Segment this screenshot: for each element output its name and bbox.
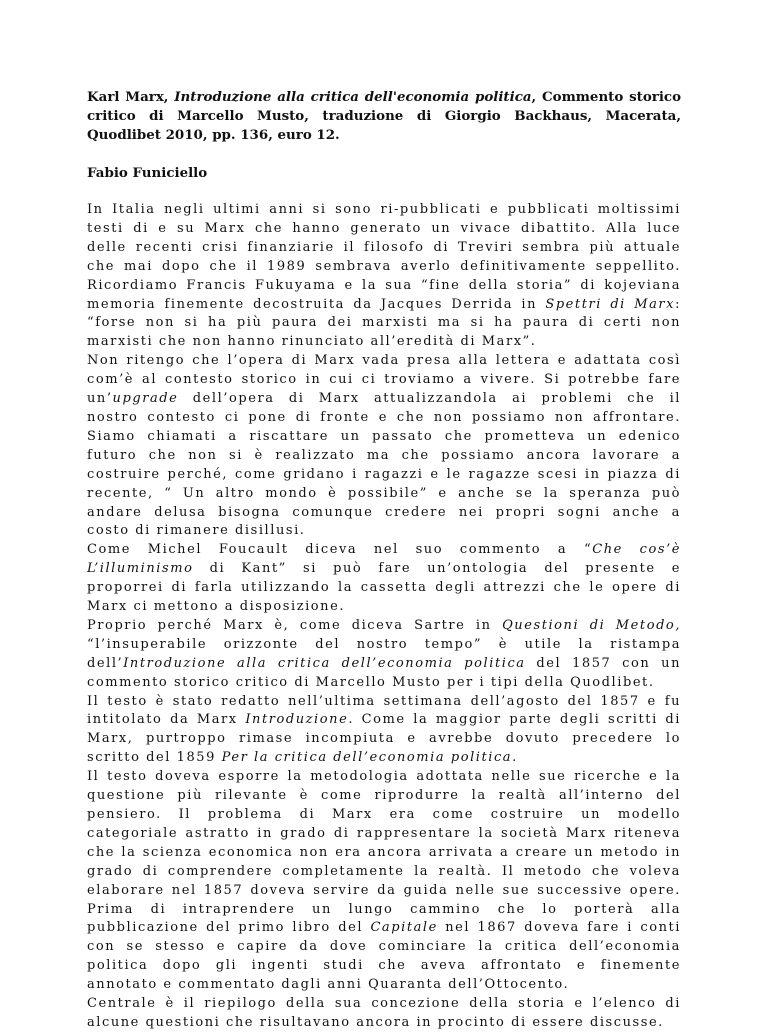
citation-author: Karl Marx, [87, 89, 175, 105]
text-line [87, 825, 681, 844]
text-line [87, 541, 681, 560]
text-line [87, 617, 681, 636]
text-segment: marxisti che non hanno rinunciato all’eredità di Marx”. [87, 334, 537, 350]
text-segment: delle recenti crisi finanziarie il filosofo di Treviri sembra più attuale [87, 239, 681, 255]
text-segment: Centrale è il riepilogo della sua concezione della storia e l’elenco di [87, 996, 681, 1012]
text-line [87, 352, 681, 371]
text-line [87, 901, 681, 920]
text-segment: “forse non si ha più paura dei marxisti ma si ha paura di certi non [87, 315, 681, 331]
text-segment: Siamo chiamati a riscattare un passato che prometteva un edenico [87, 428, 681, 444]
text-line [87, 919, 681, 938]
text-segment: . Come la maggior parte degli scritti di [348, 712, 681, 728]
text-line [87, 409, 681, 428]
review-body [87, 201, 681, 1033]
text-segment: andare delusa bisogna comunque credere nei propri sogni anche a [87, 504, 681, 520]
text-segment: elaborare nel 1857 doveva servire da guida nelle sue successive opere. [87, 882, 681, 898]
text-line [87, 485, 681, 504]
text-line [87, 296, 681, 315]
text-segment: nel 1867 doveva fare i conti [437, 920, 681, 936]
text-segment: del 1857 con un [525, 655, 681, 671]
text-segment: dell’opera di Marx attualizzandola ai problemi che il [178, 391, 681, 407]
italic-segment: Capitale [370, 920, 438, 936]
text-line [87, 333, 681, 352]
text-segment: Marx ci mettono a disposizione. [87, 599, 346, 615]
text-line [87, 466, 681, 485]
text-segment: In Italia negli ultimi anni si sono ri-pubblicati e pubblicati moltissimi [87, 202, 681, 217]
text-line [87, 1014, 681, 1033]
italic-segment: upgrade [112, 391, 179, 407]
text-segment: questione più rilevante è come riprodurre la realtà all’interno del [87, 788, 681, 804]
text-line [87, 522, 681, 541]
text-segment: proporrei di farla utilizzando la cassetta degli attrezzi che le opere di [87, 580, 681, 596]
text-segment: alcune questioni che risultavano ancora in procinto di essere discusse. [87, 1014, 664, 1030]
text-segment: pensiero. Il problema di Marx era come costruire un modello [87, 807, 681, 822]
text-segment: futuro che non si è realizzato ma che possiamo ancora lavorare a [87, 447, 681, 463]
book-citation [87, 88, 681, 145]
text-line [87, 995, 681, 1014]
text-segment: categoriale astratto in grado di rappresentare la società Marx riteneva [87, 825, 681, 841]
text-line [87, 220, 681, 239]
text-line [87, 863, 681, 882]
text-line [87, 693, 681, 712]
text-line [87, 844, 681, 863]
text-line [87, 239, 681, 258]
text-segment: intitolato da Marx [87, 712, 246, 728]
document-page [87, 88, 681, 1033]
text-segment: Marx, purtroppo rimase incompiuta e avrebbe dovuto precedere lo [87, 731, 681, 747]
citation-book-title: Introduzione alla critica dell'economia politica [174, 89, 532, 105]
text-segment: Il testo è stato redatto nell’ultima settimana dell’agosto del 1857 e fu [87, 693, 681, 709]
text-segment: testi di e su Marx che hanno generato un vivace dibattito. Alla luce [87, 220, 681, 236]
text-segment: Ricordiamo Francis Fukuyama e la sua “fine della storia” di kojeviana [87, 277, 681, 293]
italic-segment: Questioni di Metodo, [502, 617, 681, 633]
text-segment: : [675, 296, 682, 312]
italic-segment: L’illuminismo [87, 561, 194, 577]
text-segment: dell’ [87, 655, 124, 671]
italic-segment: Introduzione [245, 712, 349, 728]
text-segment: Non ritengo che l’opera di Marx vada presa alla lettera e adattata così [87, 353, 681, 369]
text-line [87, 768, 681, 787]
text-line [87, 655, 681, 674]
text-segment: con se stesso e capire da dove cominciare la critica dell’economia [87, 939, 681, 955]
text-segment: recente, “ Un altro mondo è possibile” e anche se la speranza può [87, 485, 681, 501]
text-line [87, 504, 681, 523]
text-line [87, 371, 681, 390]
text-line [87, 806, 681, 825]
text-line [87, 598, 681, 617]
text-line [87, 674, 681, 693]
text-segment: “l’insuperabile orizzonte del nostro tempo” è utile la ristampa [87, 636, 681, 652]
text-line [87, 390, 681, 409]
text-segment: Il testo doveva esporre la metodologia adottata nelle sue ricerche e la [87, 769, 681, 785]
text-line [87, 201, 681, 220]
text-segment: nostro contesto ci pone di fronte e che non possiamo non affrontare. [87, 409, 681, 425]
italic-segment: Introduzione alla critica dell’economia politica [123, 655, 526, 671]
text-segment: pubblicazione del primo libro del [87, 920, 371, 936]
text-line [87, 636, 681, 655]
text-line [87, 976, 681, 995]
text-segment: commento storico critico di Marcello Musto per i tipi della Quodlibet. [87, 674, 655, 690]
italic-segment: Spettri di Marx [545, 296, 676, 312]
text-segment: grado di comprendere completamente la realtà. Il metodo che voleva [87, 863, 681, 879]
text-segment: politica dopo gli ingenti studi che aveva affrontato e finemente [87, 958, 681, 974]
text-line [87, 938, 681, 957]
text-line [87, 560, 681, 579]
text-segment: costo di rimanere disillusi. [87, 523, 306, 539]
text-segment: Prima di intraprendere un lungo cammino che lo porterà alla [87, 901, 681, 917]
text-line [87, 749, 681, 768]
text-line [87, 579, 681, 598]
text-segment: un’ [87, 391, 113, 407]
text-segment: annotato e commentato dagli anni Quaranta dell’Ottocento. [87, 977, 570, 993]
text-segment: . [512, 750, 518, 766]
text-line [87, 447, 681, 466]
text-segment: Proprio perché Marx è, come diceva Sartre in [87, 617, 503, 633]
text-segment: che mai dopo che il 1989 sembrava averlo definitivamente seppellito. [87, 258, 681, 274]
text-segment: scritto del 1859 [87, 750, 222, 766]
text-segment: memoria finemente decostruita da Jacques Derrida in [87, 296, 546, 312]
reviewer-name: Fabio Funiciello [87, 165, 208, 181]
text-line [87, 277, 681, 296]
italic-segment: Per la critica dell’economia politica [221, 750, 513, 766]
text-line [87, 730, 681, 749]
text-segment: che la scienza economica non era ancora arrivata a creare un metodo in [87, 844, 681, 860]
citation-details: , Commento storico critico di Marcello Musto, traduzione di Giorgio Backhaus, Macerata, Quodlibet 2010, pp. 136, euro 12. [87, 89, 681, 143]
text-line [87, 787, 681, 806]
text-line [87, 882, 681, 901]
text-line [87, 428, 681, 447]
text-line [87, 957, 681, 976]
text-segment: com’è al contesto storico in cui ci troviamo a vivere. Si potrebbe fare [87, 372, 681, 388]
text-segment: Come Michel Foucault diceva nel suo commento a “ [87, 542, 593, 558]
text-line [87, 258, 681, 277]
italic-segment: Che cos’è [592, 542, 681, 558]
text-segment: costruire perché, come gridano i ragazzi e le ragazze scesi in piazza di [87, 466, 681, 482]
text-line [87, 711, 681, 730]
text-segment: di Kant” si può fare un’ontologia del presente e [193, 561, 681, 577]
text-line [87, 314, 681, 333]
